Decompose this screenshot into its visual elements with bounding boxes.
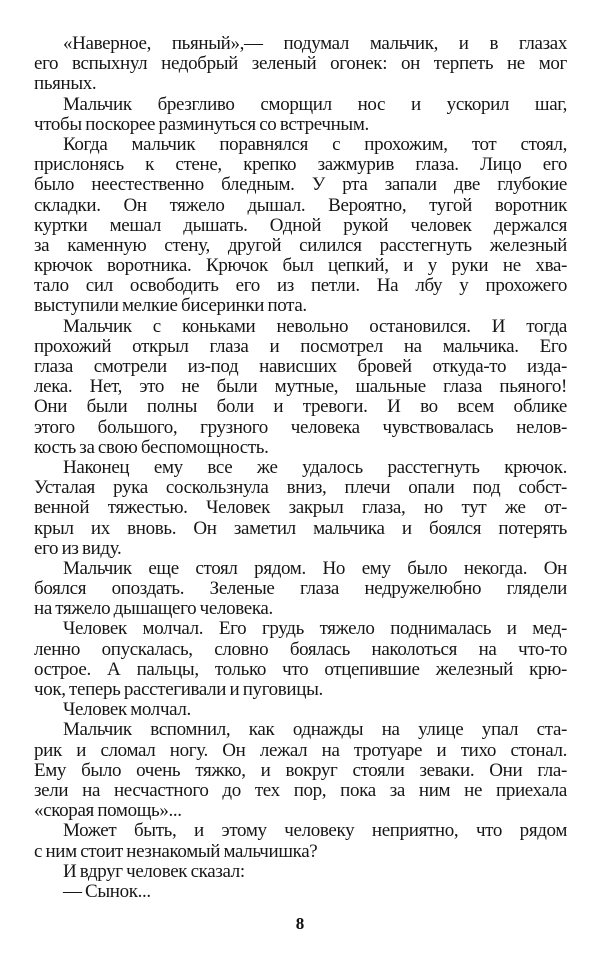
body-text bbox=[34, 34, 567, 902]
paragraph bbox=[34, 95, 567, 135]
text-line: крыл их вновь. Он заметил мальчика и боялся потерять bbox=[34, 517, 567, 539]
text-line: Мальчик с коньками невольно остановился. И тогда bbox=[63, 315, 567, 337]
text-line: «скорая помощь»... bbox=[34, 800, 182, 822]
paragraph bbox=[34, 862, 567, 882]
text-line: Ему было очень тяжко, и вокруг стояли зеваки. Они гла- bbox=[34, 759, 567, 781]
text-line: Мальчик брезгливо сморщил нос и ускорил шаг, bbox=[63, 93, 567, 115]
text-line: тало сил освободить его из петли. На лбу у прохожего bbox=[34, 275, 567, 297]
text-line: прохожий открыл глаза и посмотрел на мальчика. Его bbox=[34, 335, 567, 357]
paragraph bbox=[34, 700, 567, 720]
paragraph bbox=[34, 619, 567, 700]
text-line: выступили мелкие бисеринки пота. bbox=[34, 295, 307, 317]
paragraph bbox=[34, 821, 567, 861]
text-line: зели на несчастного до тех пор, пока за ним не приехала bbox=[34, 779, 567, 801]
text-line: лека. Нет, это не были мутные, шальные глаза пьяного! bbox=[34, 376, 567, 398]
text-line: куртки мешал дышать. Одной рукой человек держался bbox=[34, 214, 567, 236]
text-line: Наконец ему все же удалось расстегнуть крючок. bbox=[63, 456, 567, 478]
paragraph bbox=[34, 34, 567, 95]
text-line: Человек молчал. bbox=[63, 699, 191, 721]
text-line: чтобы поскорее разминуться со встречным. bbox=[34, 113, 369, 135]
text-line: боялся опоздать. Зеленые глаза недружелюбно глядели bbox=[34, 578, 567, 600]
text-line: рик и сломал ногу. Он лежал на тротуаре и тихо стонал. bbox=[34, 739, 567, 761]
text-line: за каменную стену, другой силился расстегнуть железный bbox=[34, 234, 567, 256]
page-number: 8 bbox=[295, 914, 305, 933]
text-line: прислонясь к стене, крепко зажмурив глаза. Лицо его bbox=[34, 154, 567, 176]
text-line: Когда мальчик поравнялся с прохожим, тот стоял, bbox=[63, 133, 567, 155]
text-line: глаза смотрели из-под нависших бровей откуда-то изда- bbox=[34, 356, 567, 377]
text-line: ленно опускалась, словно боялась наколоться на что-то bbox=[34, 638, 567, 660]
text-line: чок, теперь расстегивали и пуговицы. bbox=[34, 679, 323, 700]
text-line: крючок воротника. Крючок был цепкий, и у руки не хва- bbox=[34, 255, 567, 277]
text-line: венной тяжестью. Человек закрыл глаза, но тут же от- bbox=[34, 497, 567, 519]
paragraph bbox=[34, 135, 567, 317]
text-line: Мальчик еще стоял рядом. Но ему было некогда. Он bbox=[63, 557, 567, 579]
text-line: кость за свою беспомощность. bbox=[34, 436, 269, 458]
text-line: его вспыхнул недобрый зеленый огонек: он терпеть не мог bbox=[34, 53, 567, 75]
paragraph bbox=[34, 458, 567, 559]
text-line: острое. А пальцы, только что отцепившие железный крю- bbox=[34, 658, 567, 680]
text-line: пьяных. bbox=[34, 73, 97, 95]
text-line: Усталая рука соскользнула вниз, плечи опали под собст- bbox=[34, 477, 567, 499]
text-line: было неестественно бледным. У рта запали две глубокие bbox=[34, 174, 567, 196]
text-line: — Сынок... bbox=[63, 880, 151, 902]
text-line: с ним стоит незнакомый мальчишка? bbox=[34, 840, 318, 862]
text-line: складки. Он тяжело дышал. Вероятно, тугой воротник bbox=[34, 194, 567, 216]
text-line: Человек молчал. Его грудь тяжело поднималась и мед- bbox=[63, 618, 567, 640]
paragraph bbox=[34, 720, 567, 821]
text-line: «Наверное, пьяный»,— подумал мальчик, и в глазах bbox=[63, 33, 567, 54]
text-line: его из виду. bbox=[34, 537, 122, 559]
text-line: И вдруг человек сказал: bbox=[63, 860, 245, 882]
text-line: этого большого, грузного человека чувствовалась нелов- bbox=[34, 416, 567, 438]
text-line: Мальчик вспомнил, как однажды на улице упал ста- bbox=[63, 719, 567, 741]
paragraph bbox=[34, 317, 567, 458]
text-line: Может быть, и этому человеку неприятно, что рядом bbox=[63, 820, 567, 842]
paragraph bbox=[34, 559, 567, 620]
text-line: на тяжело дышащего человека. bbox=[34, 598, 273, 620]
paragraph bbox=[34, 882, 567, 902]
text-line: Они были полны боли и тревоги. И во всем облике bbox=[34, 396, 567, 418]
